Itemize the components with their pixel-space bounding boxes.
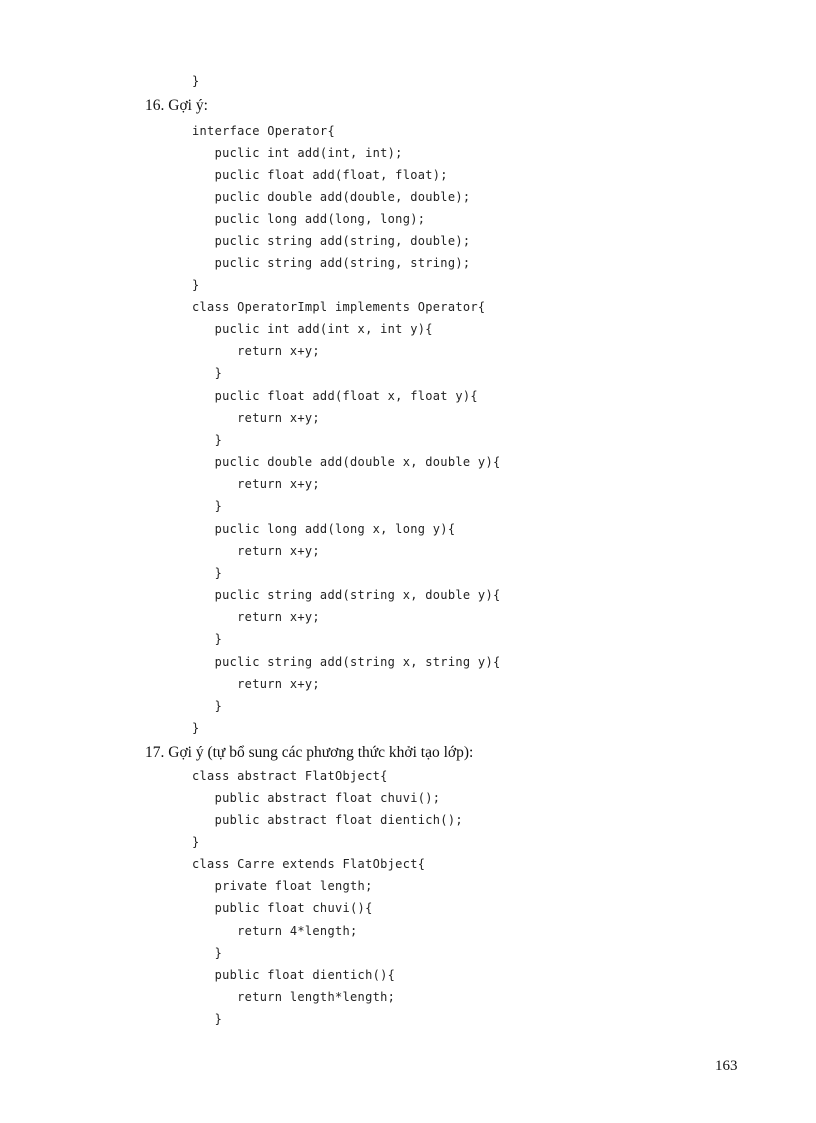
code-line: public float dientich(){ — [192, 968, 396, 982]
code-line: puclic string add(string, string); — [192, 256, 471, 270]
code-line: public abstract float chuvi(); — [192, 791, 441, 805]
code-line: puclic float add(float x, float y){ — [192, 389, 478, 403]
code-line: } — [192, 278, 200, 292]
code-line: class OperatorImpl implements Operator{ — [192, 300, 486, 314]
code-line: puclic long add(long x, long y){ — [192, 522, 456, 536]
code-line: return x+y; — [192, 477, 320, 491]
code-line: } — [192, 835, 200, 849]
section-16-heading: 16. Gợi ý: — [145, 97, 208, 114]
code-line: } — [192, 946, 223, 960]
section-17-heading: 17. Gợi ý (tự bổ sung các phương thức khởi tạo lớp): — [145, 744, 474, 761]
code-line: puclic string add(string x, string y){ — [192, 655, 501, 669]
code-line: class Carre extends FlatObject{ — [192, 857, 426, 871]
code-line: puclic string add(string x, double y){ — [192, 588, 501, 602]
code-line: class abstract FlatObject{ — [192, 769, 388, 783]
code-line: } — [192, 566, 223, 580]
code-line: } — [192, 721, 200, 735]
code-line: puclic long add(long, long); — [192, 212, 426, 226]
closing-brace-previous: } — [192, 74, 200, 88]
code-line: } — [192, 1012, 223, 1026]
code-line: puclic double add(double, double); — [192, 190, 471, 204]
code-line: public abstract float dientich(); — [192, 813, 463, 827]
code-line: return x+y; — [192, 677, 320, 691]
code-line: } — [192, 632, 223, 646]
code-line: puclic int add(int, int); — [192, 146, 403, 160]
code-line: return 4*length; — [192, 924, 358, 938]
code-line: return x+y; — [192, 610, 320, 624]
code-line: private float length; — [192, 879, 373, 893]
code-line: puclic float add(float, float); — [192, 168, 448, 182]
code-line: interface Operator{ — [192, 124, 335, 138]
code-line: } — [192, 433, 223, 447]
code-line: } — [192, 699, 223, 713]
code-line: public float chuvi(){ — [192, 901, 373, 915]
page-number: 163 — [715, 1058, 738, 1074]
code-line: puclic int add(int x, int y){ — [192, 322, 433, 336]
code-line: return x+y; — [192, 344, 320, 358]
code-line: return x+y; — [192, 411, 320, 425]
code-line: return length*length; — [192, 990, 396, 1004]
code-line: puclic double add(double x, double y){ — [192, 455, 501, 469]
code-line: puclic string add(string, double); — [192, 234, 471, 248]
code-line: } — [192, 499, 223, 513]
code-line: } — [192, 366, 223, 380]
code-line: return x+y; — [192, 544, 320, 558]
